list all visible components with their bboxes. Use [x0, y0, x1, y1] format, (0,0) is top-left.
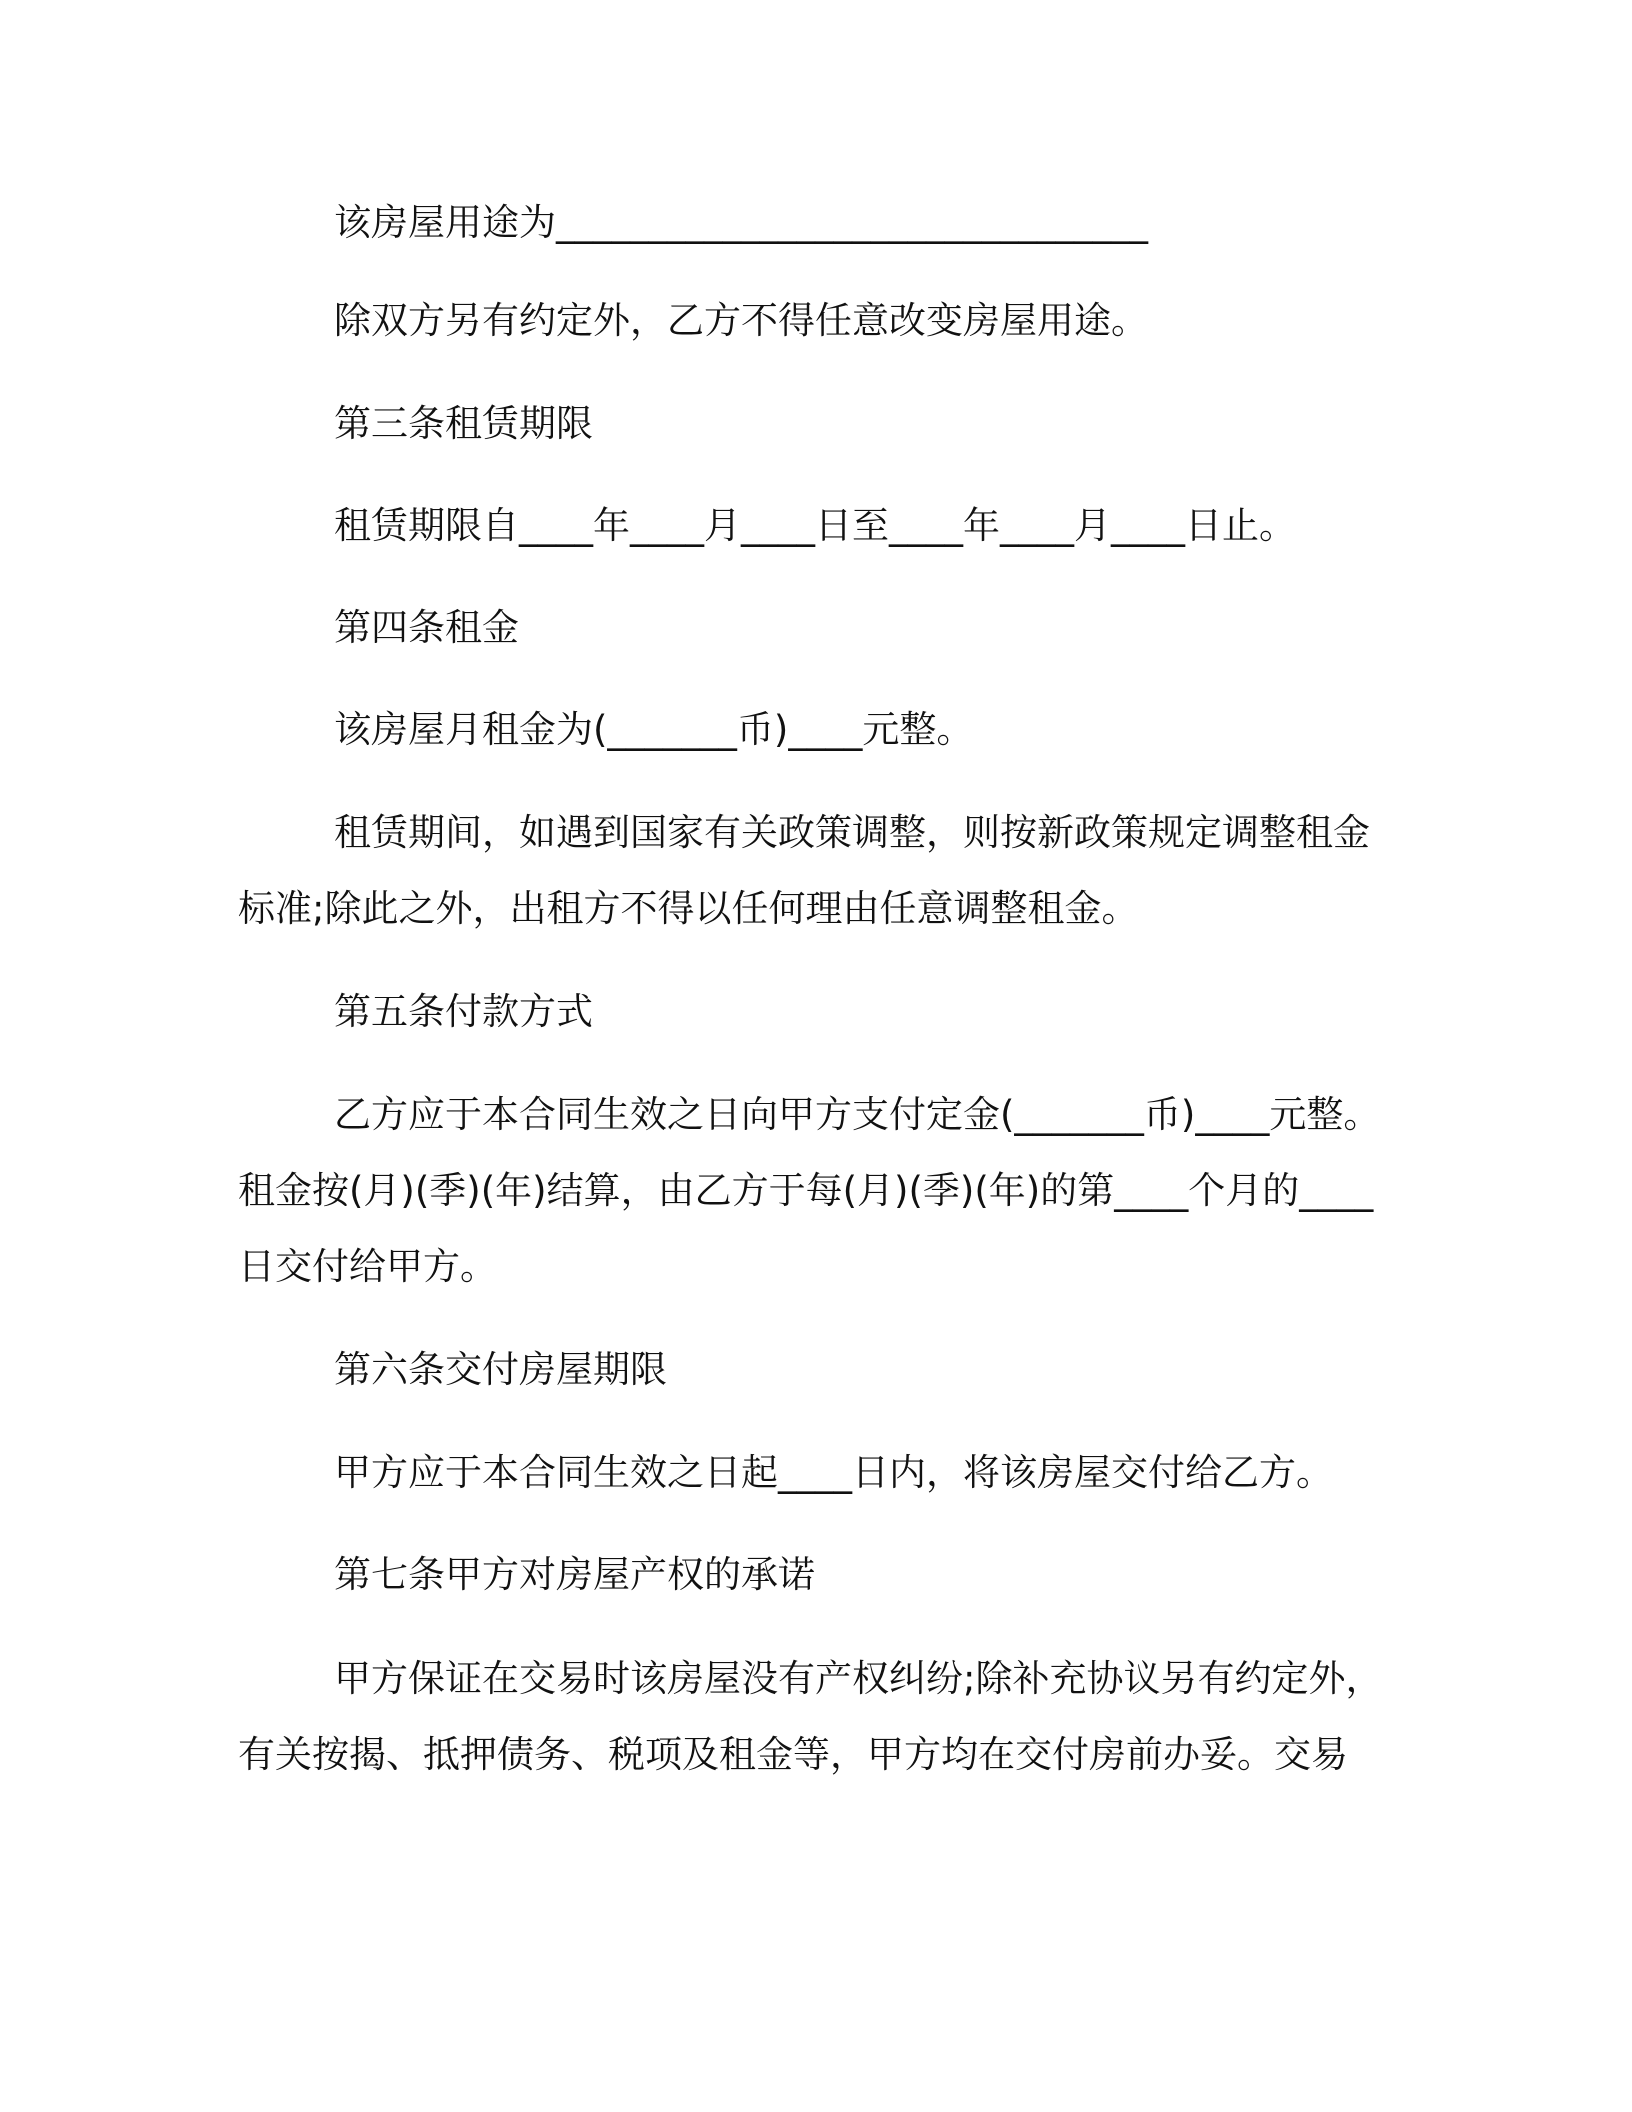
article-3-heading: 第三条租赁期限 [334, 402, 593, 445]
article-5-heading: 第五条付款方式 [334, 990, 593, 1033]
rent-adjustment-line-2: 标准;除此之外，出租方不得以任何理由任意调整租金。 [238, 887, 1139, 930]
article-7-heading: 第七条甲方对房屋产权的承诺 [334, 1553, 815, 1596]
article-6-heading: 第六条交付房屋期限 [334, 1348, 667, 1391]
lease-term-line: 租赁期限自____年____月____日至____年____月____日止。 [334, 504, 1296, 547]
clause-usage-restriction: 除双方另有约定外，乙方不得任意改变房屋用途。 [334, 299, 1148, 342]
clause-usage-line: 该房屋用途为________________________________ [334, 201, 1148, 244]
title-warranty-line-1: 甲方保证在交易时该房屋没有产权纠纷;除补充协议另有约定外， [334, 1657, 1383, 1700]
rent-adjustment-line-1: 租赁期间，如遇到国家有关政策调整，则按新政策规定调整租金 [334, 811, 1370, 854]
monthly-rent-line: 该房屋月租金为(_______币)____元整。 [334, 708, 974, 751]
payment-line-2: 租金按(月)(季)(年)结算，由乙方于每(月)(季)(年)的第____个月的____ [238, 1169, 1374, 1212]
article-4-heading: 第四条租金 [334, 606, 519, 649]
title-warranty-line-2: 有关按揭、抵押债务、税项及租金等，甲方均在交付房前办妥。交易 [238, 1733, 1348, 1776]
payment-line-3: 日交付给甲方。 [238, 1245, 497, 1288]
payment-line-1: 乙方应于本合同生效之日向甲方支付定金(_______币)____元整。 [334, 1093, 1381, 1136]
delivery-term-line: 甲方应于本合同生效之日起____日内，将该房屋交付给乙方。 [334, 1451, 1333, 1494]
